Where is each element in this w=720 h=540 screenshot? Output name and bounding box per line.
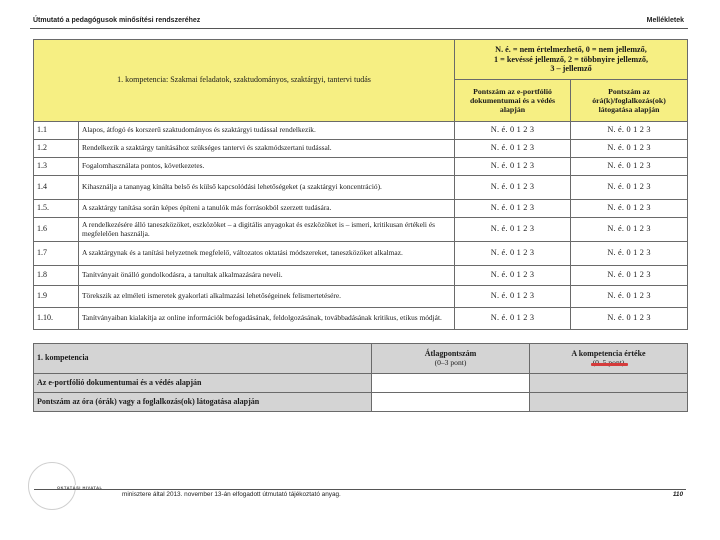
portfolio-scale[interactable]: N. é. 0 1 2 3 <box>455 140 571 158</box>
table-row <box>34 266 688 286</box>
portfolio-scale[interactable]: N. é. 0 1 2 3 <box>455 286 571 308</box>
document-header-title: Útmutató a pedagógusok minősítési rendszeréhez <box>33 17 201 24</box>
visit-scale[interactable]: N. é. 0 1 2 3 <box>571 176 688 200</box>
row-criterion: Tanítványaiban kialakítja az online információk befogadásának, feldolgozásának, továbbadásának kritikus, etikus módját. <box>79 308 455 330</box>
portfolio-scale[interactable]: N. é. 0 1 2 3 <box>455 242 571 266</box>
row-number: 1.4 <box>34 176 79 200</box>
rating-legend-line: N. é. = nem értelmezhető, 0 = nem jellemző, <box>495 45 647 55</box>
visit-scale[interactable]: N. é. 0 1 2 3 <box>571 218 688 242</box>
rating-legend-line: 3 – jellemző <box>550 64 592 74</box>
visit-scale[interactable]: N. é. 0 1 2 3 <box>571 158 688 176</box>
row-criterion: Alapos, átfogó és korszerű szaktudományos és szaktárgyi tudással rendelkezik. <box>79 122 455 140</box>
portfolio-average-input[interactable] <box>372 374 530 393</box>
row-number: 1.6 <box>34 218 79 242</box>
rating-legend-line: 1 = kevéssé jellemző, 2 = többnyire jellemző, <box>494 54 649 64</box>
column-header-line: Pontszám az <box>608 87 650 96</box>
visit-average-input[interactable] <box>372 393 530 412</box>
document-header-section: Mellékletek <box>646 17 684 24</box>
row-number: 1.8 <box>34 266 79 286</box>
portfolio-scale[interactable]: N. é. 0 1 2 3 <box>455 308 571 330</box>
portfolio-scale[interactable]: N. é. 0 1 2 3 <box>455 176 571 200</box>
column-header-line: órá(k)/foglalkozás(ok) <box>592 96 666 105</box>
table-row <box>34 286 688 308</box>
footer-divider <box>34 489 686 490</box>
page-number: 110 <box>672 491 683 498</box>
summary-table <box>33 343 688 412</box>
table-row <box>34 176 688 200</box>
column-header-portfolio <box>455 80 571 122</box>
row-number: 1.3 <box>34 158 79 176</box>
average-score-header <box>372 344 530 374</box>
table-row <box>34 200 688 218</box>
column-header-line: dokumentumai és a védés <box>469 96 556 105</box>
rating-legend <box>455 40 688 80</box>
summary-title: 1. kompetencia <box>34 344 372 374</box>
competency-value-range-cell <box>533 359 684 367</box>
red-strike-mark <box>591 363 629 366</box>
table-row <box>34 140 688 158</box>
visit-scale[interactable]: N. é. 0 1 2 3 <box>571 242 688 266</box>
portfolio-scale[interactable]: N. é. 0 1 2 3 <box>455 122 571 140</box>
row-number: 1.5. <box>34 200 79 218</box>
merged-value-cell-top <box>530 374 688 393</box>
competency-table <box>33 39 688 330</box>
column-header-visit <box>571 80 688 122</box>
oktatasi-hivatal-logo: OKTATÁSI HIVATAL <box>57 485 103 490</box>
table-row <box>34 242 688 266</box>
row-number: 1.9 <box>34 286 79 308</box>
visit-scale[interactable]: N. é. 0 1 2 3 <box>571 200 688 218</box>
portfolio-scale[interactable]: N. é. 0 1 2 3 <box>455 200 571 218</box>
header-divider <box>30 28 688 29</box>
row-criterion: A szaktárgynak és a tanítási helyzetnek megfelelő, változatos oktatási módszereket, taneszközöket alkalmaz. <box>79 242 455 266</box>
summary-row-visit: Pontszám az óra (órák) vagy a foglalkozás(ok) látogatása alapján <box>34 393 372 412</box>
competency-title: 1. kompetencia: Szakmai feladatok, szaktudományos, szaktárgyi, tantervi tudás <box>117 75 371 85</box>
row-criterion: Rendelkezik a szaktárgy tanításához szükséges tantervi és szakmódszertani tudással. <box>79 140 455 158</box>
competency-value-header <box>530 344 688 374</box>
table-row <box>34 158 688 176</box>
column-header-line: alapján <box>499 105 526 114</box>
row-criterion: Törekszik az elméleti ismeretek gyakorlati alkalmazási lehetőségeinek felismertetésére. <box>79 286 455 308</box>
row-number: 1.10. <box>34 308 79 330</box>
summary-row-portfolio: Az e-portfólió dokumentumai és a védés alapján <box>34 374 372 393</box>
portfolio-scale[interactable]: N. é. 0 1 2 3 <box>455 218 571 242</box>
table-row <box>34 308 688 330</box>
average-score-range: (0–3 pont) <box>434 357 467 367</box>
footer-note: minisztere által 2013. november 13-án elfogadott útmutató tájékoztató anyag. <box>122 491 341 498</box>
row-number: 1.1 <box>34 122 79 140</box>
table-row <box>34 122 688 140</box>
visit-scale[interactable]: N. é. 0 1 2 3 <box>571 266 688 286</box>
competency-title-cell <box>34 40 455 122</box>
row-criterion: Tanítványait önálló gondolkodásra, a tanultak alkalmazására neveli. <box>79 266 455 286</box>
column-header-line: látogatása alapján <box>598 105 660 114</box>
row-criterion: A rendelkezésére álló taneszközöket, eszközöket – a digitális anyagokat és eszközöket is – ismeri, kritikusan értékeli és megfelelően használja. <box>79 218 455 242</box>
merged-value-cell-bottom <box>530 393 688 412</box>
column-header-line: Pontszám az e-portfólió <box>473 87 552 96</box>
row-number: 1.7 <box>34 242 79 266</box>
visit-scale[interactable]: N. é. 0 1 2 3 <box>571 308 688 330</box>
visit-scale[interactable]: N. é. 0 1 2 3 <box>571 122 688 140</box>
visit-scale[interactable]: N. é. 0 1 2 3 <box>571 286 688 308</box>
visit-scale[interactable]: N. é. 0 1 2 3 <box>571 140 688 158</box>
row-criterion: A szaktárgy tanítása során képes építeni a tanulók más forrásokból szerzett tudására. <box>79 200 455 218</box>
row-criterion: Fogalomhasználata pontos, következetes. <box>79 158 455 176</box>
competency-value-label: A kompetencia értéke <box>571 349 646 359</box>
portfolio-scale[interactable]: N. é. 0 1 2 3 <box>455 158 571 176</box>
portfolio-scale[interactable]: N. é. 0 1 2 3 <box>455 266 571 286</box>
row-number: 1.2 <box>34 140 79 158</box>
row-criterion: Kihasználja a tananyag kínálta belső és külső kapcsolódási lehetőségeket (a szaktárgyi koncentráció). <box>79 176 455 200</box>
average-score-label: Átlagpontszám <box>424 349 477 359</box>
table-row <box>34 218 688 242</box>
